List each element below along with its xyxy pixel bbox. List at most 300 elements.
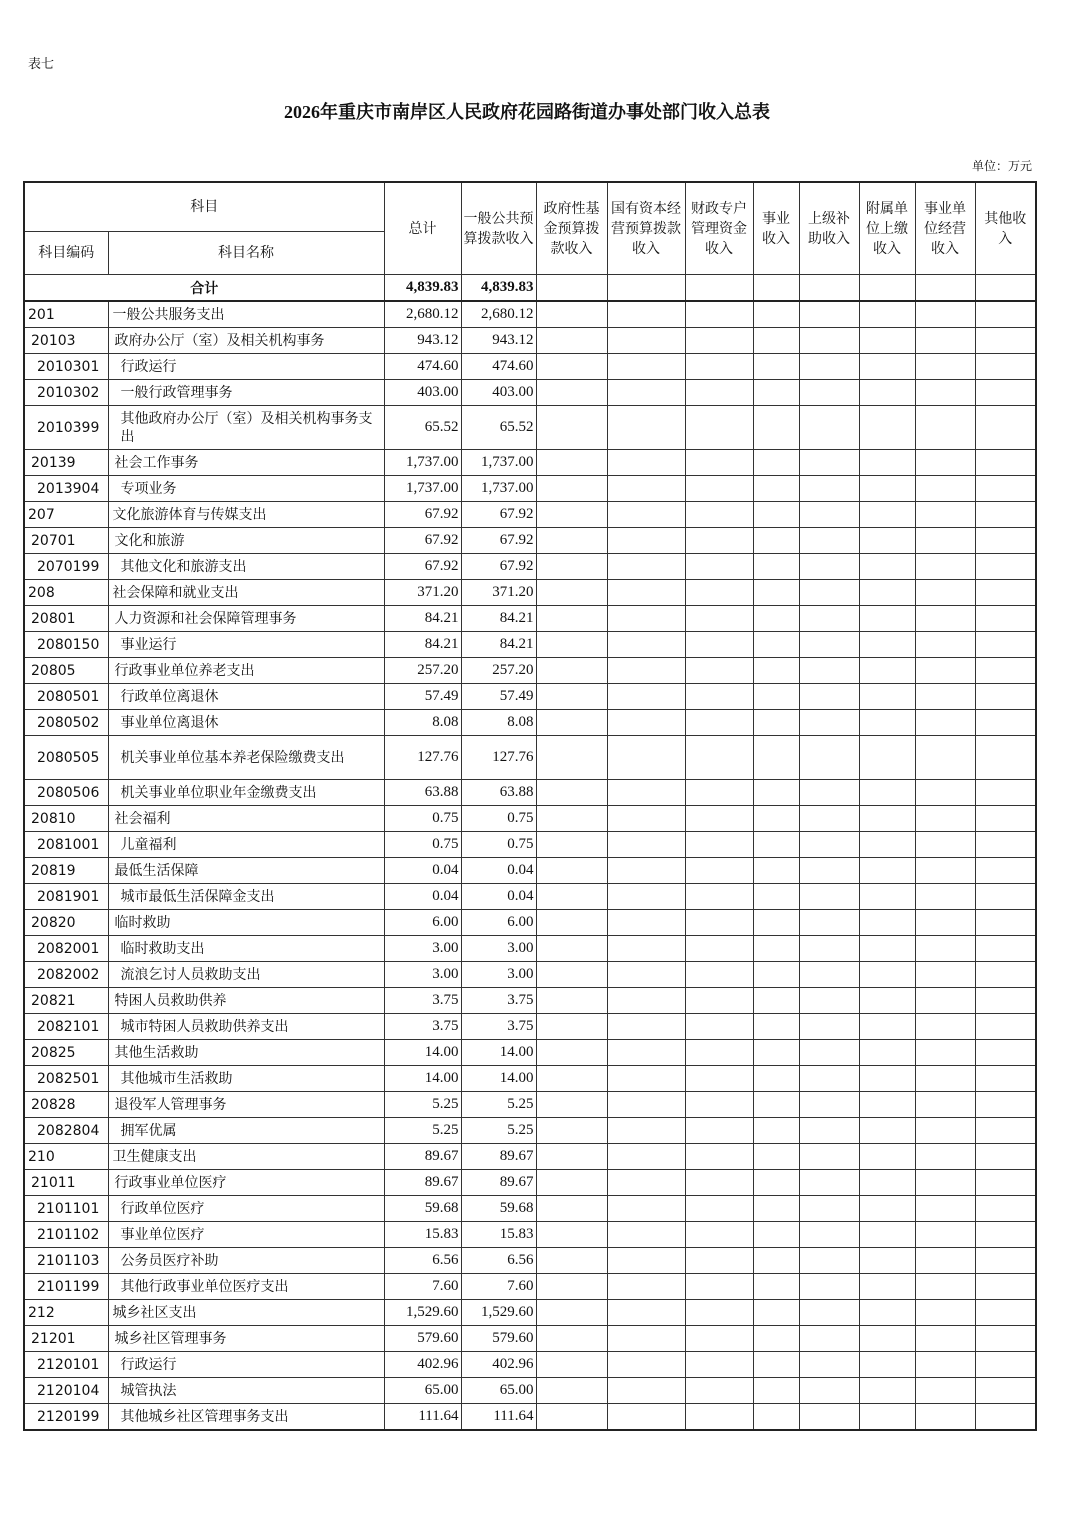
name-cell: 专项业务: [108, 476, 384, 502]
empty-cell: [753, 736, 799, 780]
col-header-affiliated-turnover: 附属单位上缴收入: [859, 182, 915, 275]
code-cell: 20819: [24, 858, 108, 884]
empty-cell: [859, 1404, 915, 1431]
empty-cell: [859, 1248, 915, 1274]
empty-cell: [915, 910, 975, 936]
general-budget-cell: 89.67: [461, 1144, 536, 1170]
name-cell: 文化旅游体育与传媒支出: [108, 502, 384, 528]
name-cell: 其他文化和旅游支出: [108, 554, 384, 580]
empty-cell: [607, 406, 685, 450]
table-row: [24, 780, 1036, 806]
empty-cell: [915, 780, 975, 806]
empty-cell: [915, 1352, 975, 1378]
subject-header: 科目: [24, 182, 384, 232]
table-row: [24, 301, 1036, 328]
name-cell: 临时救助: [108, 910, 384, 936]
empty-cell: [799, 832, 859, 858]
col-header-other-income: 其他收入: [975, 182, 1036, 275]
name-cell: 卫生健康支出: [108, 1144, 384, 1170]
empty-cell: [975, 962, 1036, 988]
empty-cell: [753, 832, 799, 858]
empty-cell: [799, 1274, 859, 1300]
total-cell: 257.20: [384, 658, 461, 684]
empty-cell: [685, 1326, 753, 1352]
empty-cell: [975, 1144, 1036, 1170]
empty-cell: [536, 710, 607, 736]
total-cell: 371.20: [384, 580, 461, 606]
empty-cell: [607, 684, 685, 710]
empty-cell: [753, 328, 799, 354]
empty-cell: [685, 988, 753, 1014]
empty-cell: [536, 832, 607, 858]
empty-cell: [799, 780, 859, 806]
name-cell: 城乡社区管理事务: [108, 1326, 384, 1352]
empty-cell: [607, 1352, 685, 1378]
empty-cell: [607, 380, 685, 406]
col-header-total: 总计: [384, 182, 461, 275]
empty-cell: [975, 528, 1036, 554]
empty-cell: [915, 1014, 975, 1040]
empty-cell: [607, 962, 685, 988]
empty-cell: [685, 1274, 753, 1300]
empty-cell: [859, 1196, 915, 1222]
table-row: [24, 554, 1036, 580]
empty-cell: [915, 736, 975, 780]
general-budget-cell: 943.12: [461, 328, 536, 354]
name-cell: 一般公共服务支出: [108, 301, 384, 328]
code-cell: 2101103: [24, 1248, 108, 1274]
empty-cell: [799, 1404, 859, 1431]
empty-cell: [859, 328, 915, 354]
empty-cell: [975, 502, 1036, 528]
total-cell: 67.92: [384, 528, 461, 554]
empty-cell: [753, 1014, 799, 1040]
table-row: [24, 710, 1036, 736]
name-cell: 事业单位离退休: [108, 710, 384, 736]
empty-cell: [753, 962, 799, 988]
empty-cell: [859, 658, 915, 684]
empty-cell: [536, 1144, 607, 1170]
general-budget-cell: 402.96: [461, 1352, 536, 1378]
empty-cell: [536, 1248, 607, 1274]
general-budget-cell: 3.00: [461, 962, 536, 988]
empty-cell: [536, 632, 607, 658]
col-header-special-account: 财政专户管理资金收入: [685, 182, 753, 275]
total-cell: 6.00: [384, 910, 461, 936]
empty-cell: [685, 858, 753, 884]
empty-cell: [915, 832, 975, 858]
empty-cell: [685, 1066, 753, 1092]
empty-cell: [859, 354, 915, 380]
empty-cell: [975, 884, 1036, 910]
empty-cell: [915, 632, 975, 658]
code-header: 科目编码: [24, 232, 108, 275]
empty-cell: [753, 450, 799, 476]
code-cell: 2082002: [24, 962, 108, 988]
empty-cell: [685, 1144, 753, 1170]
general-budget-cell: 8.08: [461, 710, 536, 736]
empty-cell: [799, 884, 859, 910]
empty-cell: [975, 1092, 1036, 1118]
total-cell: 1,529.60: [384, 1300, 461, 1326]
empty-cell: [536, 1014, 607, 1040]
name-cell: 公务员医疗补助: [108, 1248, 384, 1274]
general-budget-cell: 15.83: [461, 1222, 536, 1248]
empty-cell: [685, 1014, 753, 1040]
empty-cell: [859, 406, 915, 450]
general-budget-cell: 6.56: [461, 1248, 536, 1274]
empty-cell: [685, 884, 753, 910]
total-cell: 1,737.00: [384, 450, 461, 476]
empty-cell: [859, 736, 915, 780]
empty-cell: [536, 580, 607, 606]
empty-cell: [753, 884, 799, 910]
code-cell: 2081901: [24, 884, 108, 910]
empty-cell: [753, 1248, 799, 1274]
name-cell: 事业运行: [108, 632, 384, 658]
table-row: [24, 1300, 1036, 1326]
name-cell: 社会工作事务: [108, 450, 384, 476]
empty-cell: [536, 736, 607, 780]
empty-cell: [607, 1248, 685, 1274]
empty-cell: [536, 1352, 607, 1378]
empty-cell: [607, 450, 685, 476]
empty-cell: [607, 1300, 685, 1326]
empty-cell: [685, 380, 753, 406]
empty-cell: [607, 1092, 685, 1118]
code-cell: 2101199: [24, 1274, 108, 1300]
empty-cell: [915, 1378, 975, 1404]
empty-cell: [859, 1170, 915, 1196]
empty-cell: [753, 380, 799, 406]
empty-cell: [536, 301, 607, 328]
total-cell: 65.00: [384, 1378, 461, 1404]
code-cell: 2082804: [24, 1118, 108, 1144]
general-budget-cell: 63.88: [461, 780, 536, 806]
general-budget-cell: 84.21: [461, 632, 536, 658]
empty-cell: [536, 554, 607, 580]
table-row: [24, 1274, 1036, 1300]
table-row: [24, 632, 1036, 658]
empty-cell: [859, 380, 915, 406]
code-cell: 2082001: [24, 936, 108, 962]
code-cell: 210: [24, 1144, 108, 1170]
total-cell: 1,737.00: [384, 476, 461, 502]
table-row: [24, 1014, 1036, 1040]
general-budget-cell: 3.75: [461, 1014, 536, 1040]
empty-cell: [915, 962, 975, 988]
name-cell: 机关事业单位职业年金缴费支出: [108, 780, 384, 806]
code-cell: 20805: [24, 658, 108, 684]
empty-cell: [975, 910, 1036, 936]
empty-cell: [975, 832, 1036, 858]
name-cell: 社会保障和就业支出: [108, 580, 384, 606]
empty-cell: [753, 1196, 799, 1222]
empty-cell: [799, 450, 859, 476]
general-budget-cell: 0.75: [461, 806, 536, 832]
empty-cell: [915, 710, 975, 736]
code-cell: 2101102: [24, 1222, 108, 1248]
code-cell: 20103: [24, 328, 108, 354]
name-cell: 行政单位医疗: [108, 1196, 384, 1222]
total-cell: 89.67: [384, 1144, 461, 1170]
empty-cell: [753, 1066, 799, 1092]
empty-cell: [975, 354, 1036, 380]
empty-cell: [975, 554, 1036, 580]
empty-cell: [975, 406, 1036, 450]
empty-cell: [799, 354, 859, 380]
total-cell: 6.56: [384, 1248, 461, 1274]
empty-cell: [859, 780, 915, 806]
table-row: [24, 1144, 1036, 1170]
table-row: [24, 806, 1036, 832]
empty-cell: [753, 476, 799, 502]
empty-cell: [915, 1170, 975, 1196]
empty-cell: [536, 910, 607, 936]
code-cell: 2080502: [24, 710, 108, 736]
name-cell: 行政单位离退休: [108, 684, 384, 710]
empty-cell: [607, 632, 685, 658]
code-cell: 208: [24, 580, 108, 606]
table-row: [24, 528, 1036, 554]
empty-cell: [975, 988, 1036, 1014]
empty-cell: [859, 301, 915, 328]
name-cell: 拥军优属: [108, 1118, 384, 1144]
code-cell: 2080505: [24, 736, 108, 780]
total-cell: 0.04: [384, 884, 461, 910]
empty-cell: [799, 1170, 859, 1196]
empty-cell: [607, 658, 685, 684]
empty-cell: [536, 1040, 607, 1066]
empty-cell: [799, 1326, 859, 1352]
code-cell: 2080506: [24, 780, 108, 806]
empty-cell: [685, 632, 753, 658]
table-row: [24, 1222, 1036, 1248]
general-budget-cell: 67.92: [461, 528, 536, 554]
empty-cell: [753, 684, 799, 710]
empty-cell: [975, 1040, 1036, 1066]
code-cell: 20821: [24, 988, 108, 1014]
total-cell: 67.92: [384, 554, 461, 580]
empty-cell: [799, 1144, 859, 1170]
empty-cell: [975, 632, 1036, 658]
empty-cell: [607, 1040, 685, 1066]
general-budget-cell: 57.49: [461, 684, 536, 710]
empty-cell: [685, 502, 753, 528]
empty-cell: [536, 1222, 607, 1248]
empty-cell: [915, 1144, 975, 1170]
total-general: 4,839.83: [461, 275, 536, 302]
empty-cell: [685, 736, 753, 780]
total-cell: 3.75: [384, 1014, 461, 1040]
code-cell: 20701: [24, 528, 108, 554]
empty-cell: [975, 1118, 1036, 1144]
empty-cell: [859, 1300, 915, 1326]
table-row: [24, 1378, 1036, 1404]
name-cell: 城管执法: [108, 1378, 384, 1404]
total-cell: 7.60: [384, 1274, 461, 1300]
name-cell: 临时救助支出: [108, 936, 384, 962]
empty-cell: [536, 328, 607, 354]
name-cell: 文化和旅游: [108, 528, 384, 554]
general-budget-cell: 1,737.00: [461, 450, 536, 476]
col-header-business-income: 事业收入: [753, 182, 799, 275]
empty-cell: [607, 806, 685, 832]
empty-cell: [753, 1144, 799, 1170]
empty-cell: [536, 936, 607, 962]
code-cell: 2120199: [24, 1404, 108, 1431]
empty-cell: [685, 580, 753, 606]
code-cell: 2080150: [24, 632, 108, 658]
empty-cell: [975, 450, 1036, 476]
general-budget-cell: 5.25: [461, 1118, 536, 1144]
general-budget-cell: 2,680.12: [461, 301, 536, 328]
empty-cell: [685, 1118, 753, 1144]
empty-cell: [915, 554, 975, 580]
code-cell: 2082101: [24, 1014, 108, 1040]
empty-cell: [859, 1066, 915, 1092]
empty-cell: [799, 1300, 859, 1326]
empty-cell: [915, 1300, 975, 1326]
empty-cell: [536, 354, 607, 380]
empty-cell: [607, 328, 685, 354]
empty-cell: [975, 1066, 1036, 1092]
empty-cell: [607, 554, 685, 580]
empty-cell: [915, 1066, 975, 1092]
total-cell: 84.21: [384, 632, 461, 658]
empty-cell: [536, 858, 607, 884]
empty-cell: [859, 476, 915, 502]
general-budget-cell: 3.00: [461, 936, 536, 962]
table-row: [24, 380, 1036, 406]
empty-cell: [975, 936, 1036, 962]
table-row: [24, 962, 1036, 988]
empty-cell: [975, 606, 1036, 632]
general-budget-cell: 89.67: [461, 1170, 536, 1196]
empty-cell: [799, 936, 859, 962]
empty-cell: [607, 1378, 685, 1404]
empty-cell: [607, 606, 685, 632]
code-cell: 2081001: [24, 832, 108, 858]
empty-cell: [753, 1092, 799, 1118]
empty-cell: [915, 1092, 975, 1118]
table-row: [24, 832, 1036, 858]
table-row: [24, 1092, 1036, 1118]
empty-cell: [607, 936, 685, 962]
empty-cell: [859, 1118, 915, 1144]
total-cell: 15.83: [384, 1222, 461, 1248]
general-budget-cell: 111.64: [461, 1404, 536, 1431]
table-row: [24, 684, 1036, 710]
name-cell: 行政事业单位养老支出: [108, 658, 384, 684]
empty-cell: [799, 658, 859, 684]
total-cell: 8.08: [384, 710, 461, 736]
empty-cell: [685, 1092, 753, 1118]
empty-cell: [975, 1404, 1036, 1431]
empty-cell: [975, 301, 1036, 328]
empty-cell: [753, 606, 799, 632]
name-cell: 事业单位医疗: [108, 1222, 384, 1248]
empty-cell: [685, 832, 753, 858]
total-sum: 4,839.83: [384, 275, 461, 302]
code-cell: 20139: [24, 450, 108, 476]
empty-cell: [799, 1066, 859, 1092]
empty-cell: [859, 632, 915, 658]
empty-cell: [536, 1300, 607, 1326]
total-cell: 0.75: [384, 806, 461, 832]
empty-cell: [915, 884, 975, 910]
empty-cell: [685, 684, 753, 710]
total-cell: 403.00: [384, 380, 461, 406]
col-header-superior-subsidy: 上级补助收入: [799, 182, 859, 275]
empty-cell: [753, 1404, 799, 1431]
table-row: [24, 606, 1036, 632]
empty-cell: [859, 1378, 915, 1404]
empty-cell: [859, 936, 915, 962]
empty-cell: [915, 502, 975, 528]
general-budget-cell: 0.04: [461, 884, 536, 910]
empty-cell: [753, 780, 799, 806]
table-row: [24, 988, 1036, 1014]
empty-cell: [753, 1300, 799, 1326]
empty-cell: [859, 806, 915, 832]
empty-cell: [975, 476, 1036, 502]
empty-cell: [799, 684, 859, 710]
empty-cell: [799, 736, 859, 780]
name-cell: 其他生活救助: [108, 1040, 384, 1066]
code-cell: 2080501: [24, 684, 108, 710]
general-budget-cell: 371.20: [461, 580, 536, 606]
empty-cell: [859, 450, 915, 476]
empty-cell: [975, 1326, 1036, 1352]
empty-cell: [607, 580, 685, 606]
empty-cell: [685, 406, 753, 450]
empty-cell: [753, 354, 799, 380]
empty-cell: [753, 406, 799, 450]
total-cell: 3.00: [384, 936, 461, 962]
name-cell: 人力资源和社会保障管理事务: [108, 606, 384, 632]
code-cell: 2082501: [24, 1066, 108, 1092]
empty-cell: [685, 1196, 753, 1222]
name-cell: 行政事业单位医疗: [108, 1170, 384, 1196]
table-row: [24, 658, 1036, 684]
empty-cell: [975, 1300, 1036, 1326]
empty-cell: [859, 832, 915, 858]
empty-cell: [607, 528, 685, 554]
total-cell: 579.60: [384, 1326, 461, 1352]
total-cell: 0.04: [384, 858, 461, 884]
empty-cell: [859, 1222, 915, 1248]
empty-cell: [753, 658, 799, 684]
empty-cell: [685, 1040, 753, 1066]
empty-cell: [536, 606, 607, 632]
code-cell: 21011: [24, 1170, 108, 1196]
table-row: [24, 936, 1036, 962]
empty-cell: [685, 1404, 753, 1431]
empty-cell: [753, 806, 799, 832]
name-cell: 社会福利: [108, 806, 384, 832]
total-cell: 3.00: [384, 962, 461, 988]
code-cell: 21201: [24, 1326, 108, 1352]
total-cell: 57.49: [384, 684, 461, 710]
empty-cell: [799, 858, 859, 884]
general-budget-cell: 84.21: [461, 606, 536, 632]
empty-cell: [915, 450, 975, 476]
col-header-state-capital: 国有资本经营预算拨款收入: [607, 182, 685, 275]
empty-cell: [859, 910, 915, 936]
empty-cell: [753, 988, 799, 1014]
empty-cell: [915, 1248, 975, 1274]
